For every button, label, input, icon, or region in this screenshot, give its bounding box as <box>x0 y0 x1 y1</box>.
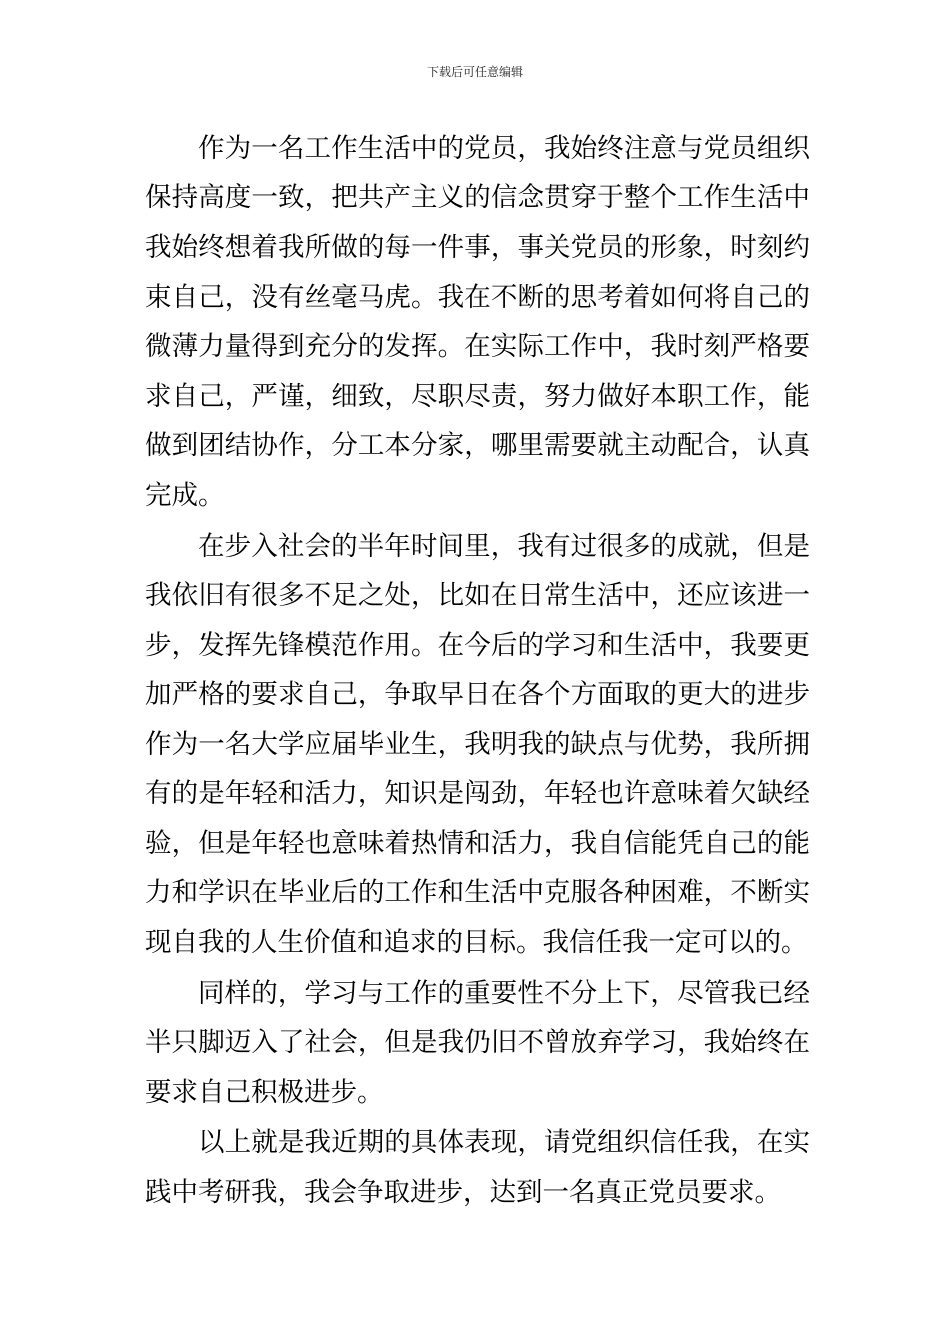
body-line: 步，发挥先锋模范作用。在今后的学习和生活中，我要更 <box>145 630 810 661</box>
body-line: 力和学识在毕业后的工作和生活中克服各种困难，不断实 <box>145 877 810 908</box>
body-line: 同样的，学习与工作的重要性不分上下，尽管我已经 <box>198 978 810 1009</box>
body-line: 微薄力量得到充分的发挥。在实际工作中，我时刻严格要 <box>145 331 810 362</box>
body-line: 束自己，没有丝毫马虎。我在不断的思考着如何将自己的 <box>145 282 810 313</box>
body-line: 现自我的人生价值和追求的目标。我信任我一定可以的。 <box>145 927 808 958</box>
body-line: 在步入社会的半年时间里，我有过很多的成就，但是 <box>198 531 810 562</box>
page-header-note: 下载后可任意编辑 <box>426 65 523 79</box>
body-line: 半只脚迈入了社会，但是我仍旧不曾放弃学习，我始终在 <box>145 1027 810 1058</box>
body-line: 以上就是我近期的具体表现，请党组织信任我，在实 <box>198 1127 810 1158</box>
body-line: 验，但是年轻也意味着热情和活力，我自信能凭自己的能 <box>145 828 810 859</box>
body-line: 我始终想着我所做的每一件事，事关党员的形象，时刻约 <box>145 232 810 263</box>
body-line: 做到团结协作，分工本分家，哪里需要就主动配合，认真 <box>145 430 810 461</box>
body-line: 加严格的要求自己，争取早日在各个方面取的更大的进步 <box>145 679 810 710</box>
body-line: 保持高度一致，把共产主义的信念贯穿于整个工作生活中 <box>145 182 810 213</box>
body-line: 践中考研我，我会争取进步，达到一名真正党员要求。 <box>145 1177 781 1208</box>
body-line: 作为一名工作生活中的党员，我始终注意与党员组织 <box>198 133 810 164</box>
body-line: 求自己，严谨，细致，尽职尽责，努力做好本职工作，能 <box>145 381 810 412</box>
body-line: 我依旧有很多不足之处，比如在日常生活中，还应该进一 <box>145 580 810 611</box>
body-line: 作为一名大学应届毕业生，我明我的缺点与优势，我所拥 <box>145 729 810 760</box>
body-line: 有的是年轻和活力，知识是闯劲，年轻也许意味着欠缺经 <box>145 778 810 809</box>
body-line: 要求自己积极进步。 <box>145 1077 384 1108</box>
body-line: 完成。 <box>145 480 225 511</box>
